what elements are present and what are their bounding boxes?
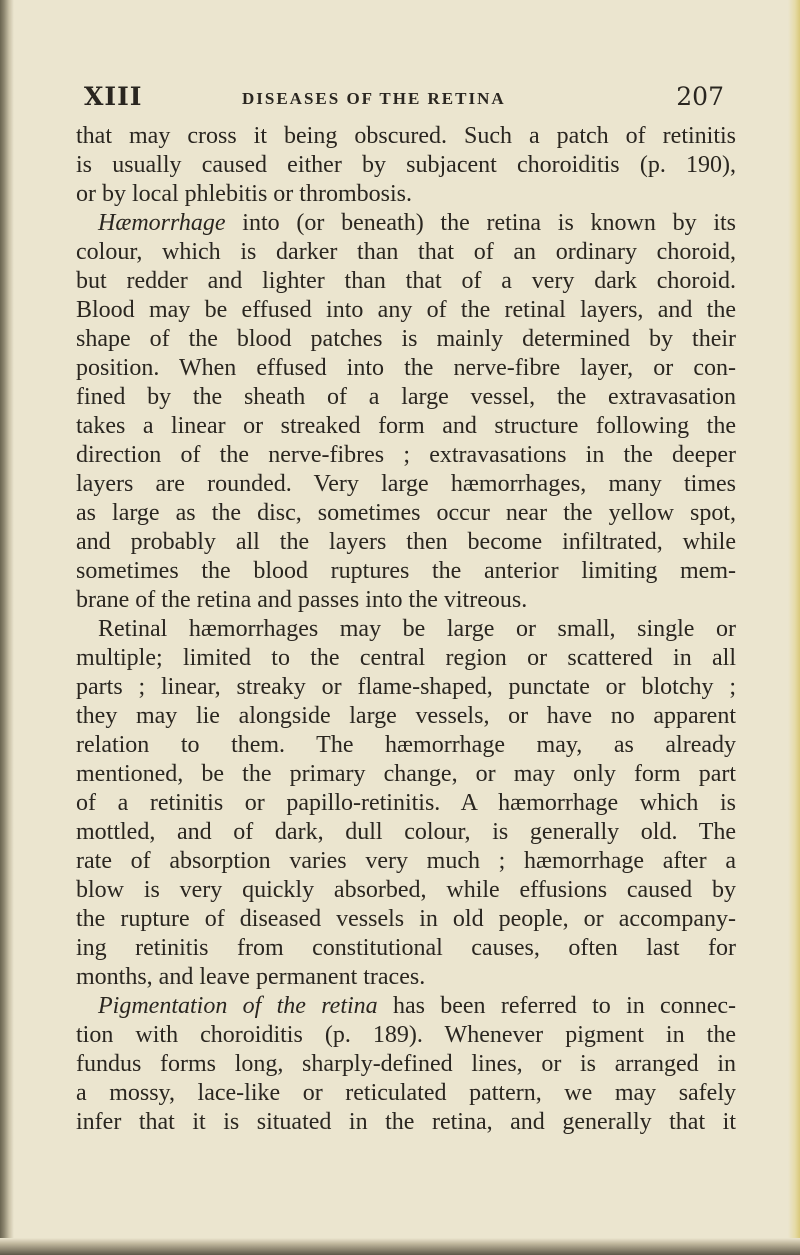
text-line: or by local phlebitis or thrombosis. [76, 181, 412, 207]
text-line-hemorrhage-heading: Hæmorrhage into (or beneath) the retina is known by its [98, 210, 736, 236]
text-line: mottled, and of dark, dull colour, is generally old. The [76, 819, 736, 845]
running-title: DISEASES OF THE RETINA [242, 89, 506, 108]
text-line: position. When effused into the nerve-fibre layer, or con- [76, 355, 736, 381]
text-line: but redder and lighter than that of a very dark choroid. [76, 268, 736, 294]
text-line: they may lie alongside large vessels, or have no apparent [76, 703, 736, 729]
body-text [76, 122, 736, 1137]
text-line: is usually caused either by subjacent choroiditis (p. 190), [76, 152, 736, 178]
text-line: a mossy, lace-like or reticulated pattern, we may safely [76, 1080, 736, 1106]
text-line: Blood may be effused into any of the retinal layers, and the [76, 297, 736, 323]
text-line: as large as the disc, sometimes occur near the yellow spot, [76, 500, 736, 526]
text-line: Retinal hæmorrhages may be large or small, single or [98, 616, 736, 642]
text-line: relation to them. The hæmorrhage may, as already [76, 732, 736, 758]
text-line: takes a linear or streaked form and structure following the [76, 413, 736, 439]
text-line: brane of the retina and passes into the vitreous. [76, 587, 528, 613]
text-line: ing retinitis from constitutional causes, often last for [76, 935, 736, 961]
text-line: that may cross it being obscured. Such a patch of retinitis [76, 123, 736, 149]
text-line: sometimes the blood ruptures the anterior limiting mem- [76, 558, 736, 584]
text-line: of a retinitis or papillo-retinitis. A hæmorrhage which is [76, 790, 736, 816]
text-line: multiple; limited to the central region or scattered in all [76, 645, 736, 671]
italic-term: Pigmentation of the retina [98, 993, 378, 1019]
text-line: fined by the sheath of a large vessel, the extravasation [76, 384, 736, 410]
text-line: infer that it is situated in the retina, and generally that it [76, 1109, 736, 1135]
italic-term: Hæmorrhage [98, 210, 226, 236]
text-line: parts ; linear, streaky or flame-shaped, punctate or blotchy ; [76, 674, 736, 700]
text-line: direction of the nerve-fibres ; extravasations in the deeper [76, 442, 736, 468]
text-line: mentioned, be the primary change, or may only form part [76, 761, 736, 787]
page-number: 207 [676, 82, 724, 111]
text-line: blow is very quickly absorbed, while effusions caused by [76, 877, 736, 903]
text-line: colour, which is darker than that of an ordinary choroid, [76, 239, 736, 265]
text-line: the rupture of diseased vessels in old people, or accompany- [76, 906, 736, 932]
text-line: rate of absorption varies very much ; hæmorrhage after a [76, 848, 736, 874]
running-head [84, 82, 724, 118]
chapter-number: XIII [84, 82, 143, 111]
text-line-pigmentation-heading: Pigmentation of the retina has been referred to in connec- [98, 993, 736, 1019]
text-line: months, and leave permanent traces. [76, 964, 426, 990]
text-line: tion with choroiditis (p. 189). Whenever pigment in the [76, 1022, 736, 1048]
page-bottom-edge [0, 1238, 800, 1255]
page-binding-shadow [0, 0, 14, 1255]
page-edge-stain [788, 0, 800, 1255]
text-line: shape of the blood patches is mainly determined by their [76, 326, 736, 352]
text-line: and probably all the layers then become infiltrated, while [76, 529, 736, 555]
text-line: fundus forms long, sharply-defined lines, or is arranged in [76, 1051, 736, 1077]
text-line: layers are rounded. Very large hæmorrhages, many times [76, 471, 736, 497]
